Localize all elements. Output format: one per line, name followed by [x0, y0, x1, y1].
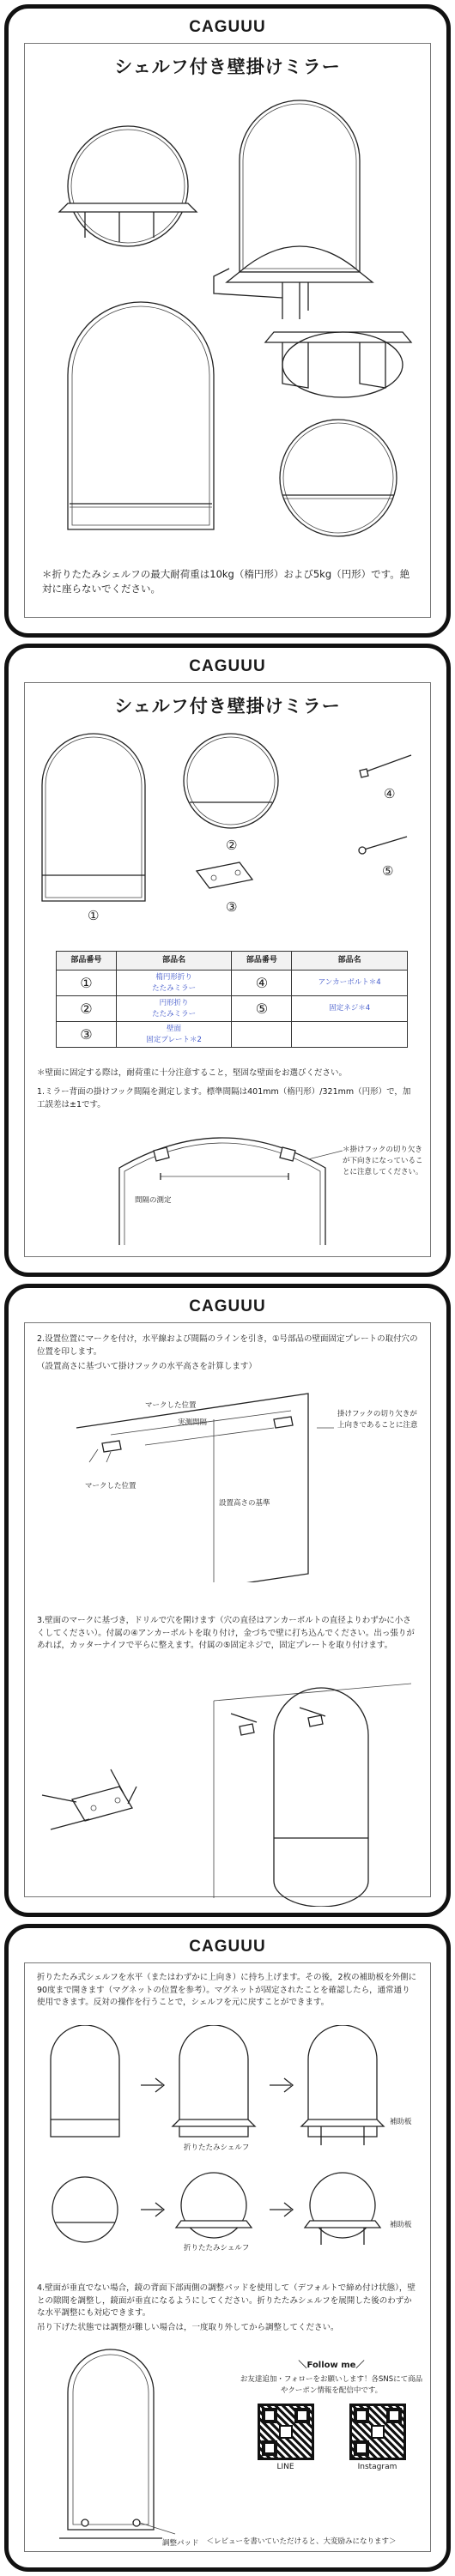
parts-illustration [25, 721, 439, 927]
marked-position-label: マークした位置 [145, 1401, 197, 1410]
table-header-row [57, 952, 408, 971]
step-2: 2.设置位置にマークを付け，水平線および間隔のラインを引き，①号部品の壁面固定プレートの取付穴の位置を印します。 [37, 1334, 418, 1357]
instagram-qr-code-icon [349, 2404, 406, 2460]
figure-num-3: ③ [226, 899, 238, 915]
round-mirror-open-icon [59, 126, 197, 246]
wall-plate-icon [197, 862, 252, 888]
cover-frame [24, 43, 431, 618]
follow-section [240, 2360, 423, 2473]
install-frame [24, 1322, 431, 1897]
step-4-sub: 吊り下げた状態では調整が難しい場合は，一度取り外してから調整してください。 [37, 2323, 339, 2332]
part-number: ⑤ [232, 996, 292, 1022]
part-number: ④ [232, 971, 292, 996]
wall-note: ＊壁面に固定する際は，耐荷重に十分注意すること，堅固な壁面をお選びください。 [37, 1068, 348, 1078]
figure-num-1: ① [88, 908, 100, 923]
part-number: ② [57, 996, 117, 1022]
part-number [232, 1022, 292, 1048]
cover-illustration [25, 92, 439, 555]
oval-mirror-icon [42, 734, 145, 901]
step-2-sub: （設置高さに基づいて掛けフックの水平高さを計算します） [37, 1362, 257, 1371]
part-name: 壁面 固定プレート＊2 [116, 1022, 232, 1048]
line-label: LINE [276, 2462, 294, 2471]
shelf-label: 折りたたみシェルフ [184, 2144, 250, 2152]
step-1: 1.ミラー背面の掛けフック間隔を測定します。標準間隔は401mm（楕円形）/321mm（円形）で，加工誤差は±1です。 [37, 1087, 411, 1110]
col-header: 部品番号 [232, 952, 292, 971]
brand-logo: CAGUUU [189, 1297, 266, 1315]
brand-logo: CAGUUU [189, 657, 266, 675]
line-qr[interactable] [258, 2404, 314, 2473]
drill-install-illustration [25, 1666, 439, 1907]
pad-label: 調整パッド [162, 2539, 199, 2547]
part-name: 楕円形折り たたみミラー [116, 971, 232, 996]
plate-screw-icon [42, 1769, 136, 1829]
figure-num-4: ④ [384, 786, 396, 801]
table-row [57, 996, 408, 1022]
round-mirror-icon [184, 734, 278, 828]
wall-marking-illustration [25, 1376, 439, 1582]
part-name: 固定ネジ＊4 [292, 996, 408, 1022]
part-name [292, 1022, 408, 1048]
shelf-step: 折りたたみ式シェルフを水平（またはわずかに上向き）に持ち上げます。その後，2枚の補助板を外側に90度まで開きます（マグネットの位置を参考）。マグネットが固定されたことを確認したら，通常通り使用できます。反対の操作を行うことで，シェルフを元に戻すことができます。 [37, 1973, 417, 2008]
marked-position-label-2: マークした位置 [85, 1482, 136, 1491]
follow-heading: ＼Follow me／ [298, 2361, 365, 2370]
instagram-label: Instagram [357, 2462, 397, 2471]
spacing-label: 間隔の測定 [135, 1196, 172, 1205]
part-number: ① [57, 971, 117, 996]
hook-measure-illustration [25, 1116, 439, 1254]
page-title: シェルフ付き壁掛けミラー [114, 696, 341, 717]
line-qr-code-icon [258, 2404, 314, 2460]
shelf-detail-icon [265, 332, 411, 397]
hook-direction-note: ＊掛けフックの切り欠きが下向きになっていることに注意してください。 [343, 1146, 423, 1177]
oval-mirror-front-icon [68, 302, 214, 529]
figure-num-5: ⑤ [382, 863, 394, 879]
part-name: アンカーボルト＊4 [292, 971, 408, 996]
brand-logo: CAGUUU [189, 1938, 266, 1956]
shelf-label-2: 折りたたみシェルフ [184, 2244, 250, 2252]
adjust-pad-illustration [33, 2341, 214, 2547]
hook-up-note: 掛けフックの切り欠きが上向きであることに注意 [337, 1410, 418, 1430]
panel-install [4, 1284, 451, 1917]
follow-text: お友達追加・フォローをお願いします！各SNSにて商品やクーポン情報を配信中です。 [240, 2374, 423, 2395]
page-title: シェルフ付き壁掛けミラー [114, 57, 341, 77]
part-number: ③ [57, 1022, 117, 1048]
panel-parts [4, 644, 451, 1277]
review-note: ＜レビューを書いていただけると、大変励みになります＞ [206, 2537, 397, 2546]
table-row [57, 1022, 408, 1048]
wall-mount-icon [214, 1684, 411, 1907]
col-header: 部品名 [116, 952, 232, 971]
oval-mirror-open-icon [214, 100, 373, 319]
aux-board-label-2: 補助板 [390, 2221, 412, 2229]
table-row [57, 971, 408, 996]
round-mirror-front-icon [280, 420, 397, 536]
anchor-bolt-icon [360, 755, 411, 777]
screw-icon [359, 837, 407, 854]
instagram-qr[interactable] [349, 2404, 406, 2473]
aux-board-label: 補助板 [390, 2118, 412, 2126]
col-header: 部品名 [292, 952, 408, 971]
parts-table [56, 951, 408, 1048]
usage-frame [24, 1962, 431, 2552]
parts-frame [24, 682, 431, 1257]
col-header: 部品番号 [57, 952, 117, 971]
shelf-unfold-illustration [25, 2025, 439, 2274]
step-4: 4.壁面が垂直でない場合，鏡の背面下部両側の調整パッドを使用して（デフォルトで締め付け状態），壁との隙間を調整し，鏡面が垂直になるようにしてください。折りたたみシェルフを展開した後のわずかな水平調整にも対応できます。 [37, 2283, 416, 2319]
brand-logo: CAGUUU [189, 18, 266, 36]
panel-cover [4, 4, 451, 638]
step-3: 3.壁面のマークに基づき，ドリルで穴を開けます（穴の直径はアンカーボルトの直径よりわずかに小さくしてください）。付属の④アンカーボルトを取り付け，金づちで壁に打ち込んでください。出っ張りがあれば，カッターナイフで平らに整えます。付属の⑤固定ネジで，固定プレートを取り付けます。 [37, 1616, 415, 1651]
actual-spacing-label: 実测間隔 [178, 1418, 208, 1427]
figure-num-2: ② [226, 838, 238, 853]
load-warning: ＊折りたたみシェルフの最大耐荷重は10kg（楕円形）および5kg（円形）です。絶対に座らないでください。 [42, 568, 410, 595]
part-name: 円形折り たたみミラー [116, 996, 232, 1022]
height-label: 設置高さの基準 [219, 1499, 270, 1508]
panel-usage [4, 1924, 451, 2572]
